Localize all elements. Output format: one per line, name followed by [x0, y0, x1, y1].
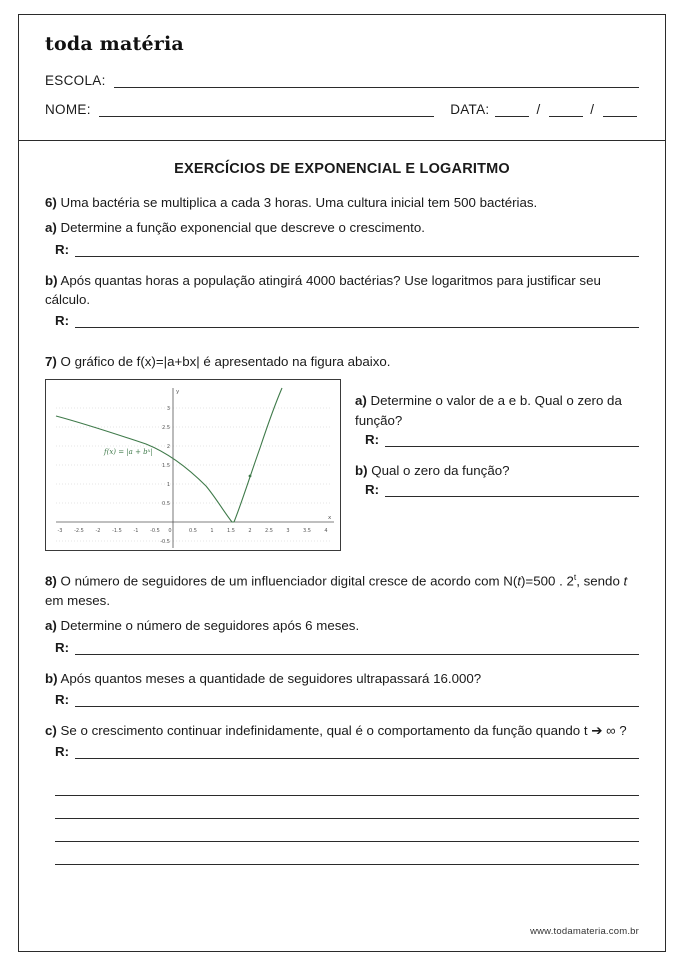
svg-text:3.5: 3.5 — [303, 528, 311, 535]
escola-input-line[interactable] — [114, 74, 639, 88]
question-8-item-c-letter: c) — [45, 722, 57, 738]
question-8-item-b-answer — [45, 692, 639, 707]
answer-input-line[interactable] — [75, 642, 639, 655]
nome-data-field-row — [45, 102, 639, 117]
question-8-exponent-t: t — [573, 572, 577, 583]
question-6-item-a-letter: a) — [45, 220, 57, 236]
question-8-var-t-2: t — [623, 573, 628, 589]
svg-text:2.5: 2.5 — [265, 528, 273, 535]
question-6-text: Uma bactéria se multiplica a cada 3 horas. Uma cultura inicial tem 500 bactérias. — [60, 195, 538, 210]
escola-label: ESCOLA: — [45, 73, 106, 88]
question-8-text-part1: O número de seguidores de um influenciador digital cresce de acordo com N( — [60, 573, 518, 589]
question-6-item-a-text: Determine a função exponencial que descreve o crescimento. — [60, 220, 425, 236]
question-6-item-b — [45, 271, 639, 310]
answer-input-line[interactable] — [75, 244, 639, 257]
question-7-graph-block — [45, 379, 639, 551]
svg-text:-1: -1 — [133, 528, 139, 535]
question-8-text-part2: )=500 . 2 — [521, 573, 574, 589]
escola-field-row — [45, 73, 639, 88]
svg-text:2: 2 — [248, 528, 252, 535]
answer-label: R: — [55, 744, 70, 760]
svg-text:4: 4 — [324, 528, 328, 535]
brand-logo: toda matéria — [45, 33, 184, 55]
svg-text:3: 3 — [286, 528, 290, 535]
worksheet-sheet — [18, 14, 666, 952]
question-7-item-a-letter: a) — [355, 393, 367, 409]
question-8-item-a-text: Determine o número de seguidores após 6 meses. — [60, 618, 360, 634]
page-title: EXERCÍCIOS DE EXPONENCIAL E LOGARITMO — [174, 161, 510, 177]
svg-text:-2: -2 — [95, 528, 101, 535]
data-day-line[interactable] — [495, 103, 529, 117]
question-6-item-b-answer — [45, 313, 639, 328]
worksheet-body — [19, 141, 665, 865]
question-7 — [45, 352, 639, 371]
question-7-item-a-answer — [355, 432, 639, 447]
question-7-item-b-answer — [355, 482, 639, 497]
question-7-item-b-letter: b) — [355, 462, 368, 478]
answer-label: R: — [55, 313, 70, 329]
data-group — [450, 102, 639, 117]
svg-text:1.5: 1.5 — [162, 463, 170, 470]
answer-input-line[interactable] — [75, 746, 639, 759]
question-8-item-b-text: Após quantos meses a quantidade de seguidores ultrapassará 16.000? — [60, 670, 482, 686]
svg-text:1: 1 — [166, 482, 170, 489]
answer-input-line[interactable] — [385, 484, 639, 497]
question-8-item-b-letter: b) — [45, 670, 58, 686]
data-month-line[interactable] — [549, 103, 583, 117]
curve-point — [249, 475, 252, 478]
question-8-item-a-letter: a) — [45, 618, 57, 634]
svg-text:1: 1 — [210, 528, 214, 535]
footer-url: www.todamateria.com.br — [530, 926, 639, 937]
question-8-text-part3: , sendo — [576, 573, 624, 589]
question-7-item-a — [355, 391, 639, 430]
question-8-item-b — [45, 669, 639, 688]
question-8-item-a — [45, 616, 639, 635]
svg-text:-1.5: -1.5 — [112, 528, 122, 535]
svg-text:-2.5: -2.5 — [74, 528, 84, 535]
answer-label: R: — [55, 639, 70, 655]
svg-text:0: 0 — [168, 528, 172, 535]
function-graph-svg — [46, 380, 340, 550]
svg-text:1.5: 1.5 — [227, 528, 235, 535]
data-year-line[interactable] — [603, 103, 637, 117]
function-label: $f(x) = |a + b^x|$ — [104, 448, 153, 457]
nome-label: NOME: — [45, 102, 91, 117]
extra-answer-line-1[interactable] — [55, 773, 639, 796]
x-axis-label: x — [328, 515, 332, 522]
data-label: DATA: — [450, 102, 490, 117]
extra-answer-line-3[interactable] — [55, 819, 639, 842]
question-6-item-b-letter: b) — [45, 272, 58, 288]
extra-answer-line-2[interactable] — [55, 796, 639, 819]
svg-text:2.5: 2.5 — [162, 425, 170, 432]
extra-answer-line-4[interactable] — [55, 842, 639, 865]
question-7-items — [355, 379, 639, 511]
question-8-var-t-1: t — [517, 573, 521, 589]
svg-text:2: 2 — [166, 444, 170, 451]
question-6-item-a-answer — [45, 242, 639, 257]
question-7-number: 7) — [45, 354, 57, 370]
question-7-item-b-text: Qual o zero da função? — [371, 462, 510, 478]
answer-label: R: — [365, 431, 380, 447]
svg-text:3: 3 — [166, 406, 170, 413]
question-6 — [45, 193, 639, 212]
worksheet-header — [19, 15, 665, 141]
svg-text:0.5: 0.5 — [162, 501, 170, 508]
question-7-text: O gráfico de f(x)=|a+bx| é apresentado na figura abaixo. — [60, 354, 391, 370]
answer-input-line[interactable] — [75, 315, 639, 328]
question-6-item-a — [45, 218, 639, 237]
spacer — [45, 561, 639, 571]
curve-left — [56, 416, 234, 522]
spacer — [45, 342, 639, 352]
question-8-item-c-answer — [45, 744, 639, 759]
svg-text:-3: -3 — [57, 528, 63, 535]
question-6-item-b-text: Após quantas horas a população atingirá 4000 bactérias? Use logaritmos para justificar seu cálculo. — [45, 272, 601, 307]
answer-label: R: — [365, 482, 380, 498]
question-6-number: 6) — [45, 195, 57, 210]
nome-input-line[interactable] — [99, 103, 434, 117]
function-graph — [45, 379, 341, 551]
answer-input-line[interactable] — [75, 694, 639, 707]
question-8 — [45, 571, 639, 610]
data-slash-2: / — [590, 102, 594, 117]
y-axis-label: y — [176, 389, 180, 396]
question-8-number: 8) — [45, 573, 57, 589]
question-8-item-c — [45, 721, 639, 740]
question-8-item-a-answer — [45, 640, 639, 655]
svg-text:0.5: 0.5 — [189, 528, 197, 535]
question-8-text-part4: em meses. — [45, 593, 111, 609]
svg-text:-0.5: -0.5 — [160, 539, 170, 546]
answer-label: R: — [55, 241, 70, 257]
question-7-item-b — [355, 461, 639, 480]
data-slash-1: / — [536, 102, 541, 117]
question-8-item-c-text: Se o crescimento continuar indefinidamente, qual é o comportamento da função quando t ➔ ∞ ? — [60, 722, 627, 738]
answer-input-line[interactable] — [385, 434, 639, 447]
question-7-item-a-text: Determine o valor de a e b. Qual o zero da função? — [355, 393, 622, 428]
svg-text:-0.5: -0.5 — [150, 528, 160, 535]
answer-label: R: — [55, 691, 70, 707]
